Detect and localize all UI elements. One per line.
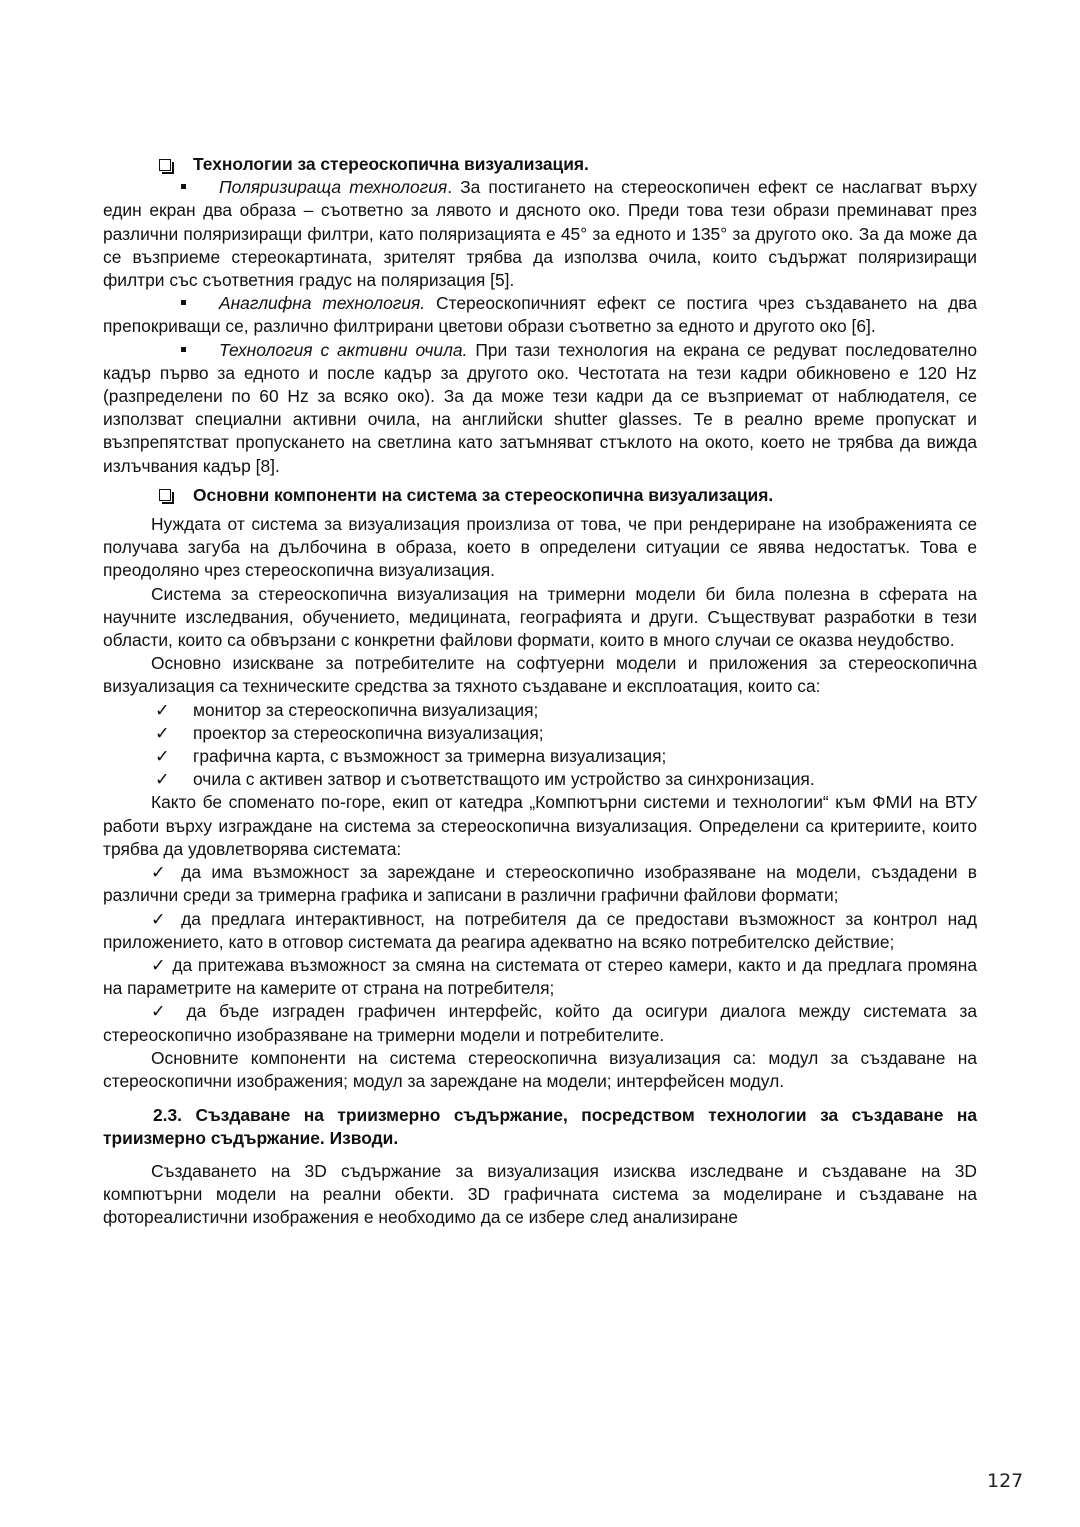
criteria-item: ✓ да бъде изграден графичен интерфейс, който да осигури диалога между системата за стереоскопично изобразяване на тримерни модели и потребителите. <box>103 1001 977 1045</box>
check-icon: ✓ <box>151 862 172 883</box>
section-heading-stereo-technologies <box>103 153 977 176</box>
square-bullet-icon <box>181 292 219 315</box>
text-anaglyph: Стереоскопичният ефект се постига чрез създаването на два препокриващи се, различно филтрирани цветови образи съответно за едното и другото око [6]. <box>103 293 977 337</box>
checkbox-bullet-icon <box>159 489 171 501</box>
criteria-item: ✓ да предлага интерактивност, на потребителя да се предостави възможност за контрол над приложението, като в отговор системата да реагира адекватно на всяко потребителско действие; <box>103 908 977 952</box>
check-icon: ✓ <box>155 722 170 743</box>
paragraph: Основните компоненти на система стереоскопична визуализация са: модул за създаване на стереоскопични изображения; модул за зареждане на модели; интерфейсен модул. <box>103 1047 977 1091</box>
term-polarizing: Поляризираща технология <box>219 177 448 198</box>
paragraph: Създаването на 3D съдържание за визуализация изисква изследване и създаване на 3D компютърни модели на реални обекти. 3D графичната система за моделиране и създаване на фотореалистични изображения е необходимо да се избере след анализиране <box>103 1160 977 1227</box>
heading-text: Основни компоненти на система за стереоскопична визуализация. <box>193 484 774 505</box>
check-icon: ✓ <box>151 908 171 929</box>
paragraph: Система за стереоскопична визуализация на тримерни модели би била полезна в сферата на научните изследвания, обучението, медицината, географията и други. Съществуват разработки в тези области, които са обвързани с конкретни файлови формати, които в много случаи се оказва неудобство. <box>103 583 977 651</box>
checkbox-bullet-icon <box>159 159 171 171</box>
check-icon: ✓ <box>151 954 167 975</box>
list-item: ✓ графична карта, с възможност за тримерна визуализация; <box>103 745 977 768</box>
paragraph-anaglyph <box>103 292 977 338</box>
square-bullet-icon <box>181 176 219 199</box>
paragraph-active-glasses <box>103 339 977 478</box>
criteria-item: ✓ да притежава възможност за смяна на системата от стерео камери, както и да предлага промяна на параметрите на камерите от страна на потребителя; <box>103 954 977 999</box>
list-item: ✓ очила с активен затвор и съответстващото им устройство за синхронизация. <box>103 768 977 791</box>
check-icon: ✓ <box>155 769 170 790</box>
criteria-item: ✓ да има възможност за зареждане и стереоскопично изобразяване на модели, създадени в различни среди за тримерна графика и записани в различни графични файлови формати; <box>103 862 977 906</box>
section-heading-3d-content: 2.3. Създаване на триизмерно съдържание, посредством технологии за създаване на триизмерно съдържание. Изводи. <box>103 1105 977 1149</box>
heading-text: Технологии за стереоскопична визуализация. <box>193 154 589 174</box>
paragraph: Нуждата от система за визуализация произлиза от това, че при рендериране на изображенията се получава загуба на дълбочина в образа, което в определени ситуации се явява недостатък. Това е преодоляно чрез стереоскопична визуализация. <box>103 514 977 581</box>
list-item: ✓ монитор за стереоскопична визуализация; <box>103 699 977 722</box>
term-anaglyph: Анаглифна технология. <box>219 293 426 314</box>
page-content <box>103 153 977 1229</box>
check-icon: ✓ <box>155 699 170 720</box>
check-icon: ✓ <box>151 1001 174 1022</box>
list-item: ✓ проектор за стереоскопична визуализация; <box>103 722 977 745</box>
section-heading-system-components <box>103 484 977 507</box>
check-icon: ✓ <box>155 746 170 767</box>
term-active-glasses: Технология с активни очила. <box>219 339 468 360</box>
paragraph: Основно изискване за потребителите на софтуерни модели и приложения за стереоскопична визуализация са техническите средства за тяхното създаване и експлоатация, които са: <box>103 653 977 697</box>
page-number: 127 <box>987 1470 1024 1492</box>
paragraph-polarizing <box>103 176 977 292</box>
text-active-glasses: При тази технология на екрана се редуват последователно кадър първо за едното и после кадър за другото око. Честотата на тези кадри обикновено е 120 Hz (разпределени по 60 Hz за всяко око). За да може тези кадри да се възприемат от наблюдателя, се използват специални активни очила, на английски shutter glasses. Те в реално време пропускат и възпрепятстват пропускането на светлина като затъмняват стъклото на окото, което не трябва да вижда излъчвания кадър [8]. <box>103 339 977 476</box>
text-polarizing: . За постигането на стереоскопичен ефект се наслагват върху един екран два образа – съответно за лявото и дясното око. Преди това тези образи преминават през различни поляризиращи филтри, като поляризацията е 45° за едното и 135° за другото око. За да може да се възприеме стереокартината, зрителят трябва да използва очила, които съдържат поляризиращи филтри със съответния градус на поляризация [5]. <box>103 177 977 291</box>
square-bullet-icon <box>181 339 219 362</box>
paragraph: Както бе споменато по-горе, екип от катедра „Компютърни системи и технологии“ към ФМИ на ВТУ работи върху изграждане на система за стереоскопична визуализация. Определени са критериите, които трябва да удовлетворява системата: <box>103 792 977 859</box>
